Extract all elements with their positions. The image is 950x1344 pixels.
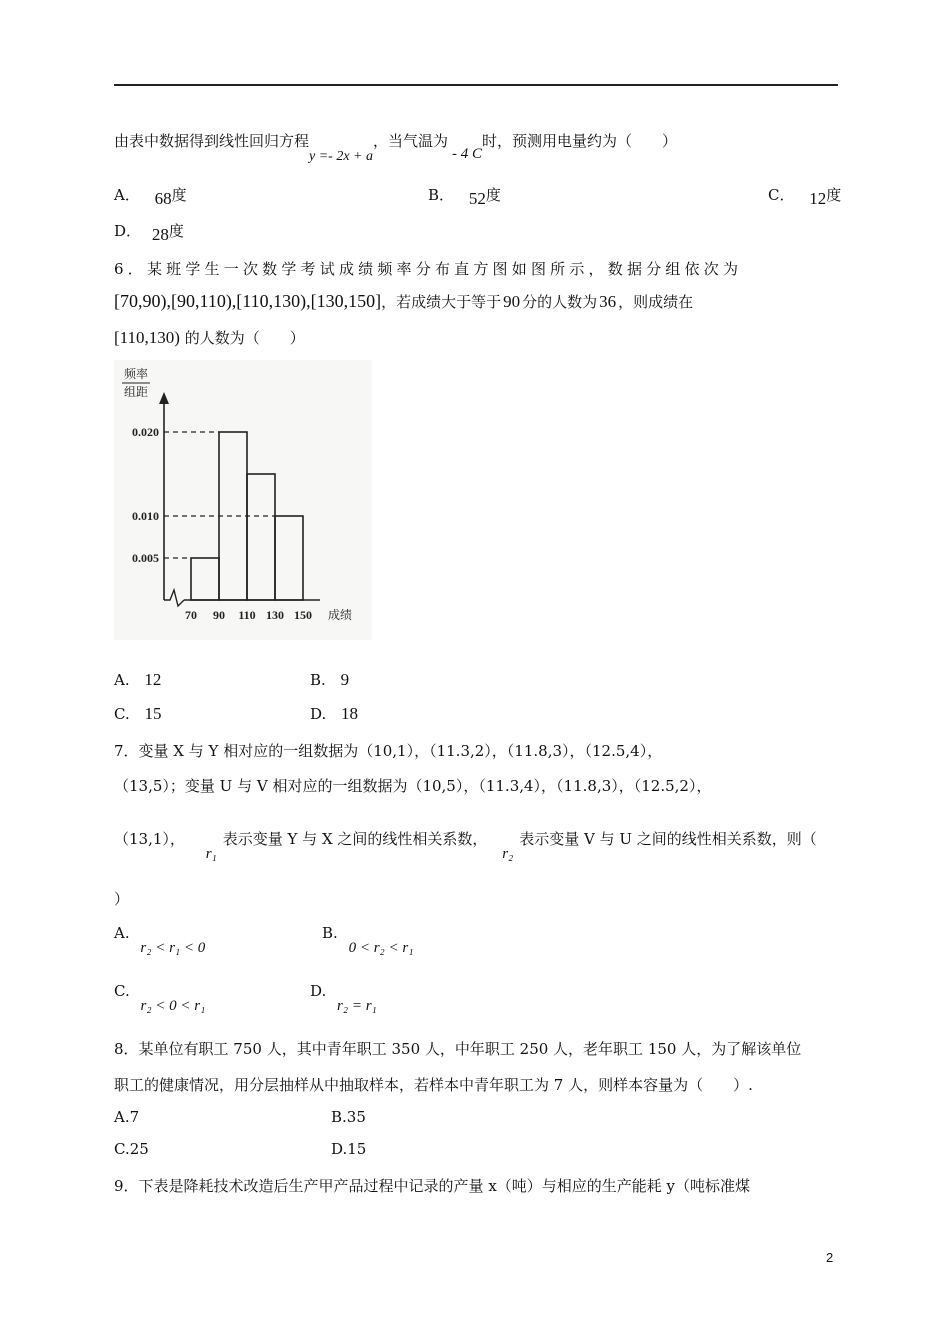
q5-temperature: - 4 C [452,146,483,162]
x-axis-label: 成绩 [327,608,353,622]
q5-option-c [768,184,842,208]
option-letter: C. [114,1140,130,1158]
q7-text-a: （13,1）， [114,830,185,848]
y-tick-label: 0.005 [132,551,159,565]
q8-option-c [114,1140,149,1158]
q6-num-36: 36 [599,292,617,311]
q5-stem [114,130,678,164]
option-value: 9 [340,670,350,689]
option-unit: 度 [168,222,184,240]
q6-text-a: ，若成绩大于等于 [381,293,502,311]
q7-option-d [310,982,377,1014]
q6-group-110-130: [110,130) [114,328,180,347]
x-tick-label: 70 [185,608,197,622]
q5-option-a [114,184,187,208]
q5-regression-equation: y =- 2x + a [309,149,373,164]
y-label-bottom: 组距 [124,385,149,399]
option-value: 25 [129,1140,149,1158]
option-letter: A． [114,186,140,204]
q5-stem-text-a: 由表中数据得到线性回归方程 [114,132,310,150]
q7-line3 [114,828,817,862]
page-number: 2 [826,1250,834,1265]
q6-option-d [310,704,358,724]
option-letter: A. [114,924,130,942]
q6-option-b [310,670,349,690]
q5-option-d [114,220,184,244]
q7-line1: 7．变量 X 与 Y 相对应的一组数据为（10,1），（11.3,2），（11.8,3），（12.5,4）， [114,742,663,760]
q7-option-c [114,982,206,1014]
option-value: 12 [809,189,827,208]
option-letter: B. [322,924,338,942]
option-letter: C． [768,186,795,204]
option-letter: A. [114,671,130,689]
option-letter: B. [310,671,326,689]
q6-text-b: 分的人数为 [522,293,598,311]
option-expression: 0 < r₂ < r₁ [348,940,414,956]
x-tick-label: 130 [266,608,284,622]
q6-text-c: ，则成绩在 [618,293,694,311]
q8-option-b [331,1108,366,1126]
q7-line2: （13,5）；变量 U 与 V 相对应的一组数据为（10,5），（11.3,4），（11.8,3），（12.5,2）， [114,777,712,795]
option-letter: A. [114,1108,130,1126]
histogram-background [114,360,372,640]
q8-option-a [114,1108,139,1126]
option-letter: D． [114,222,142,240]
option-value: 18 [341,704,359,723]
q9-line1: 9．下表是降耗技术改造后生产甲产品过程中记录的产量 x（吨）与相应的生产能耗 y（吨标准煤 [114,1177,751,1195]
q7-text-b: 表示变量 Y 与 X 之间的线性相关系数， [222,830,488,848]
x-tick-label: 150 [294,608,312,622]
y-tick-label: 0.010 [132,509,159,523]
option-unit: 度 [485,186,501,204]
q6-option-c [114,704,162,724]
option-letter: B. [331,1108,347,1126]
q6-line3 [114,327,305,348]
option-expression: r₂ < 0 < r₁ [140,998,206,1014]
q6-option-a [114,670,161,690]
q6-line3-text: 的人数为（ ） [184,329,305,347]
option-expression: r₂ < r₁ < 0 [140,940,206,956]
option-letter: D. [310,982,327,1000]
q7-text-c: 表示变量 V 与 U 之间的线性相关系数，则（ [519,830,817,848]
q6-groups: [70,90),[90,110),[110,130),[130,150] [114,291,382,311]
option-unit: 度 [171,186,187,204]
y-label-top: 频率 [124,367,149,381]
x-tick-label: 90 [213,608,225,622]
option-value: 15 [144,704,162,723]
q7-line4: ） [114,890,130,908]
option-letter: B． [428,186,455,204]
option-value: 35 [346,1108,366,1126]
option-value: 12 [144,670,162,689]
option-letter: C. [114,705,130,723]
option-unit: 度 [826,186,842,204]
option-value: 68 [154,189,172,208]
y-tick-label: 0.020 [132,425,159,439]
q6-num-90: 90 [503,292,521,311]
q7-r2: r₂ [502,846,514,862]
frequency-histogram [114,360,372,640]
q8-line1: 8．某单位有职工 750 人，其中青年职工 350 人，中年职工 250 人，老年职工 150 人，为了解该单位 [114,1040,802,1058]
q5-stem-text-c: 时，预测用电量约为（ ） [482,132,678,150]
q7-r1: r₁ [205,846,217,862]
q6-line2 [114,291,693,312]
q5-stem-text-b: ，当气温为 [373,132,449,150]
option-expression: r₂ = r₁ [337,998,377,1014]
option-value: 52 [468,189,486,208]
option-letter: D. [310,705,327,723]
header-rule [114,84,838,86]
option-value: 28 [151,225,169,244]
q7-option-a [114,924,206,956]
option-letter: D. [331,1140,348,1158]
q8-option-d [331,1140,366,1158]
q5-option-b [428,184,501,208]
q6-line1: 6．某班学生一次数学考试成绩频率分布直方图如图所示，数据分组依次为 [114,260,743,278]
option-letter: C. [114,982,130,1000]
option-value: 15 [347,1140,367,1158]
q8-line2: 职工的健康情况，用分层抽样从中抽取样本，若样本中青年职工为 7 人，则样本容量为（ ）. [114,1076,753,1094]
q7-option-b [322,924,414,956]
x-tick-label: 110 [238,608,256,622]
option-value: 7 [129,1108,140,1126]
